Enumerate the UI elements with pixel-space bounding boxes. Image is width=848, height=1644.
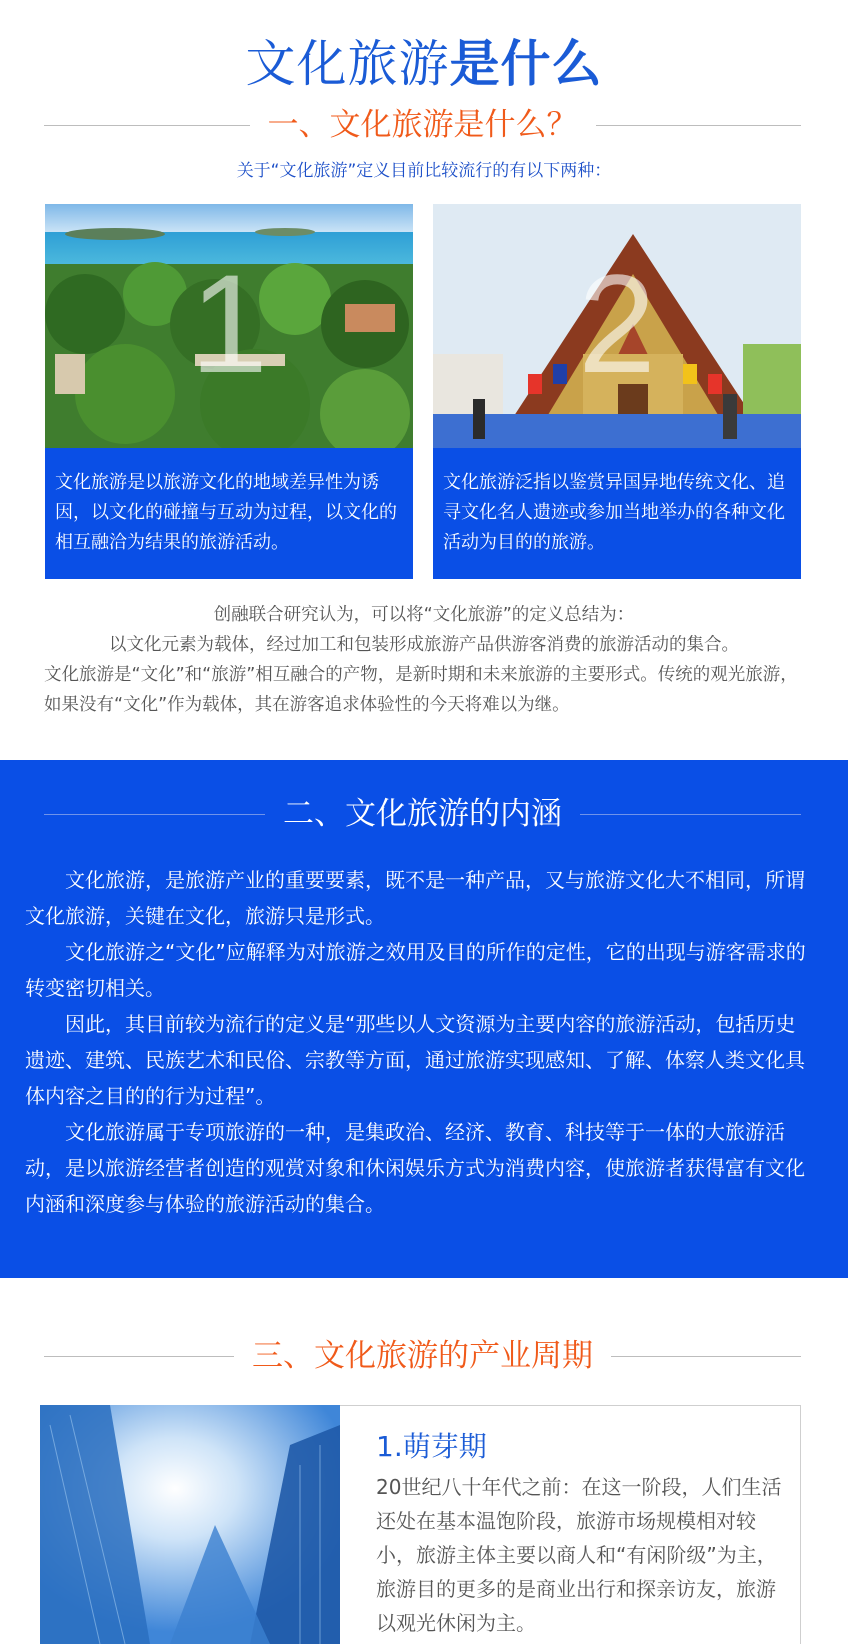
divider-right [596,125,802,126]
section3-heading-text: 三、文化旅游的产业周期 [252,1338,593,1374]
section1-intro: 关于“文化旅游”定义目前比较流行的有以下两种： [236,161,612,181]
connotation-text [25,862,815,1222]
definition-card-1 [45,204,413,579]
summary-line-1: 创融联合研究认为，可以将“文化旅游”的定义总结为： [213,605,635,625]
card-text-2: 文化旅游泛指以鉴赏异国异地传统文化、追寻文化名人遗迹或参加当地举办的各种文化活动为目的的旅游。 [443,472,785,553]
section1-heading-text: 一、文化旅游是什么？ [267,107,578,143]
card-text-1: 文化旅游是以旅游文化的地域差异性为诱因，以文化的碰撞与互动为过程，以文化的相互融洽为结果的旅游活动。 [55,472,397,553]
divider-left [44,125,250,126]
definition-card-2 [433,204,801,579]
section3-heading [44,1334,801,1378]
card-number-1: 1 [190,245,268,402]
section1-heading [44,103,801,147]
connotation-paragraph-3: 因此，其目前较为流行的定义是“那些以人文资源为主要内容的旅游活动，包括历史遗迹、建筑、民族艺术和民俗、宗教等方面，通过旅游实现感知、了解、体察人类文化具体内容之目的的行为过程”。 [25,1012,805,1108]
divider-left [44,814,265,815]
divider-right [611,1356,801,1357]
summary-line-3: 文化旅游是“文化”和“旅游”相互融合的产物，是新时期和未来旅游的主要形式。传统的观光旅游，如果没有“文化”作为载体，其在游客追求体验性的今天将难以为继。 [44,665,798,715]
page-title-part1: 文化旅游 [245,35,450,93]
connotation-paragraph-4: 文化旅游属于专项旅游的一种，是集政治、经济、教育、科技等于一体的大旅游活动，是以旅游经营者创造的观赏对象和休闲娱乐方式为消费内容，使旅游者获得富有文化内涵和深度参与体验的旅游活动的集合。 [25,1120,805,1216]
period-title: 1.萌芽期 [376,1430,487,1463]
section2-heading [44,792,801,836]
definition-summary [44,600,804,720]
period-text: 20世纪八十年代之前：在这一阶段，人们生活还处在基本温饱阶段，旅游市场规模相对较小，旅游主体主要以商人和“有闲阶级”为主，旅游目的更多的是商业出行和探亲访友，旅游以观光休闲为主。 [376,1475,782,1635]
page-title-part2: 是什么 [449,35,603,93]
connotation-paragraph-2: 文化旅游之“文化”应解释为对旅游之效用及目的所作的定性，它的出现与游客需求的转变密切相关。 [25,940,806,1000]
divider-left [44,1356,234,1357]
section2-heading-text: 二、文化旅游的内涵 [283,796,562,832]
page-title [0,30,848,98]
divider-right [580,814,801,815]
card-number-2: 2 [578,245,656,402]
summary-line-2: 以文化元素为载体，经过加工和包装形成旅游产品供游客消费的旅游活动的集合。 [109,635,739,655]
skyscraper-photo [40,1405,340,1644]
connotation-paragraph-1: 文化旅游，是旅游产业的重要要素，既不是一种产品，又与旅游文化大不相同，所谓文化旅游，关键在文化，旅游只是形式。 [25,868,805,928]
